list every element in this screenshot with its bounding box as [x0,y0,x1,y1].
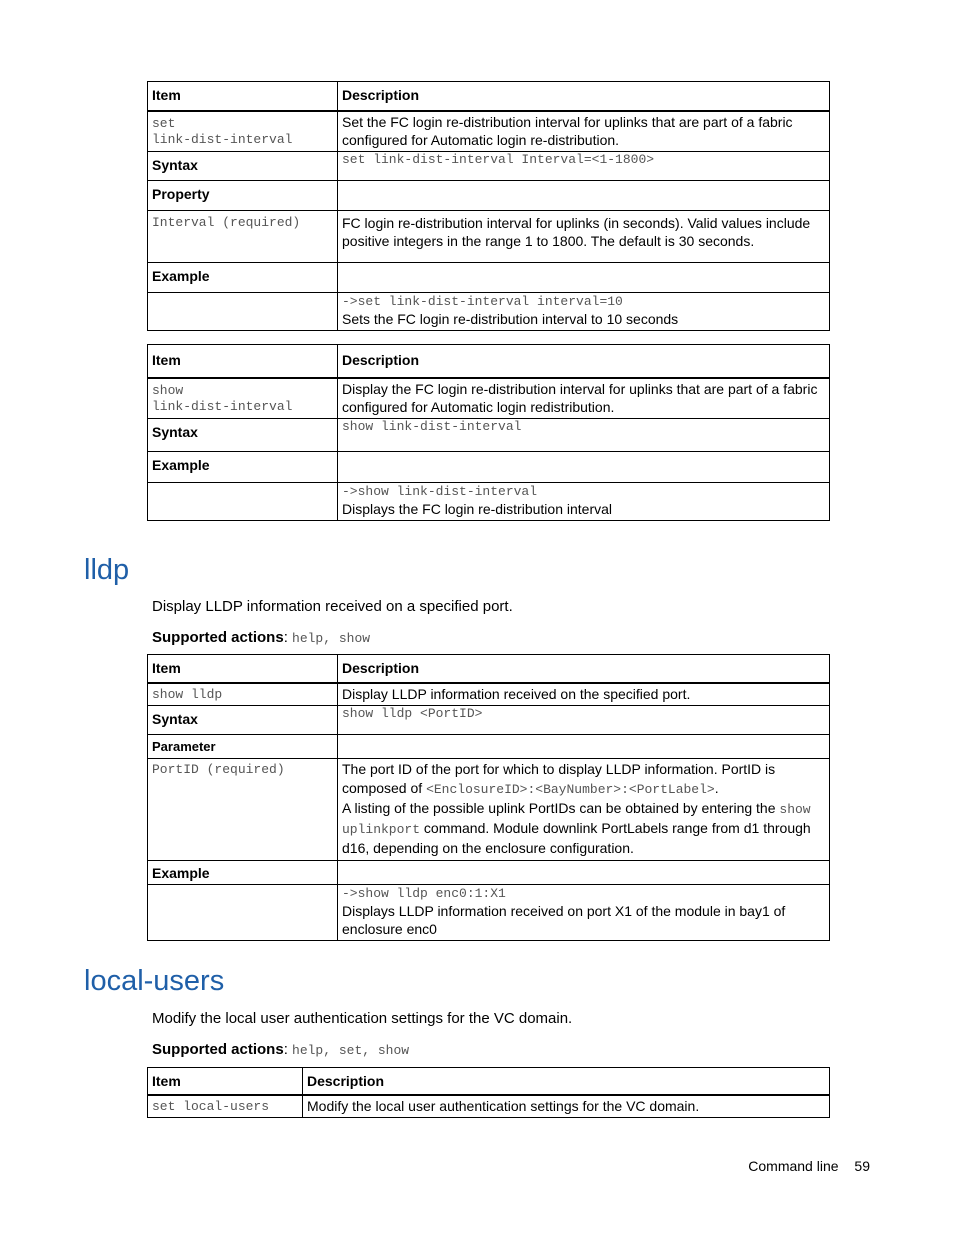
example-content [338,884,830,940]
column-header-item: Item [148,655,338,683]
footer-section-name: Command line [748,1158,839,1174]
table-row [148,292,830,330]
example-description: Displays the FC login re-distribution interval [342,501,612,517]
param-text-1: The port ID of the port for which to display LLDP information. PortID is composed of [342,760,776,796]
column-header-item: Item [148,82,338,111]
column-header-description: Description [338,655,830,683]
supported-actions-list: help, show [292,631,371,646]
table-header-row [148,82,830,111]
example-description: Sets the FC login re-distribution interval to 10 seconds [342,310,679,327]
table-row [148,884,830,940]
table-row [148,1095,830,1118]
parameter-label: Parameter [148,734,338,758]
table-row [148,705,830,734]
table-row [148,419,830,452]
empty-cell [148,884,338,940]
example-label: Example [148,860,338,884]
local-users-supported-actions [152,1040,409,1061]
footer-page-number: 59 [854,1158,870,1174]
table-row [148,180,830,210]
supported-actions-separator: : [283,1041,293,1058]
example-content [338,292,830,330]
syntax-label: Syntax [148,419,338,452]
syntax-value: set link-dist-interval Interval=<1-1800> [338,151,830,180]
lldp-description: Display LLDP information received on a specified port. [152,598,513,615]
parameter-description-line-2 [342,799,825,858]
property-label: Property [148,180,338,210]
command-name [148,378,338,419]
table-row [148,452,830,483]
supported-actions-separator: : [283,629,293,646]
command-description: Set the FC login re-distribution interval for uplinks that are part of a fabric configured for Automatic login re-distribution. [338,111,830,152]
property-description: FC login re-distribution interval for uplinks (in seconds). Valid values include positive integers in the range 1 to 1800. The default is 30 seconds. [338,210,830,262]
param-text-3: A listing of the possible uplink PortIDs can be obtained by entering the [342,799,780,816]
example-command: ->set link-dist-interval interval=10 [342,293,623,309]
supported-actions-list: help, set, show [292,1043,410,1058]
empty-cell [338,734,830,758]
example-command: ->show link-dist-interval [342,484,538,499]
page-footer [748,1158,870,1174]
command-description: Display the FC login re-distribution interval for uplinks that are part of a fabric configured for Automatic login redistribution. [338,378,830,419]
empty-cell [338,262,830,292]
column-header-description: Description [338,82,830,111]
example-command: ->show lldp enc0:1:X1 [342,885,506,901]
supported-actions-label: Supported actions [152,1041,284,1058]
parameter-name: PortID (required) [148,758,338,860]
param-text-2: . [714,779,719,796]
table-row [148,683,830,706]
empty-cell [148,292,338,330]
param-code-show-uplinkport: show uplinkport [342,801,811,837]
command-line-1: show [152,382,184,398]
supported-actions-label: Supported actions [152,629,284,646]
syntax-label: Syntax [148,705,338,734]
table-show-link-dist-interval [147,344,830,521]
table-lldp [147,654,830,941]
command-name [148,111,338,152]
table-row [148,151,830,180]
parameter-description [338,758,830,860]
empty-cell [148,483,338,521]
example-label: Example [148,452,338,483]
table-row [148,483,830,521]
command-description: Display LLDP information received on the specified port. [338,683,830,706]
syntax-label: Syntax [148,151,338,180]
table-row [148,210,830,262]
table-header-row [148,655,830,683]
command-name: show lldp [148,683,338,706]
param-code-portid-format: <EnclosureID>:<BayNumber>:<PortLabel> [426,781,715,797]
empty-cell [338,860,830,884]
table-header-row [148,345,830,378]
table-set-link-dist-interval [147,81,830,331]
empty-cell [338,180,830,210]
table-row [148,758,830,860]
table-row [148,111,830,152]
example-label: Example [148,262,338,292]
local-users-description: Modify the local user authentication settings for the VC domain. [152,1010,573,1027]
table-row [148,262,830,292]
table-row [148,860,830,884]
command-line-2: link-dist-interval [152,398,293,414]
parameter-description-line-1 [342,760,825,799]
section-heading-local-users: local-users [84,965,225,997]
table-header-row [148,1068,830,1095]
column-header-item: Item [148,345,338,378]
command-name: set local-users [148,1095,303,1118]
command-line-1: set [152,115,176,131]
command-description: Modify the local user authentication settings for the VC domain. [303,1095,830,1118]
column-header-description: Description [303,1068,830,1095]
command-line-2: link-dist-interval [152,131,293,147]
param-text-4: command. Module downlink PortLabels range from d1 through d16, depending on the enclosure configuration. [342,819,811,856]
table-local-users [147,1067,830,1118]
column-header-description: Description [338,345,830,378]
example-content [338,483,830,521]
syntax-value: show link-dist-interval [338,419,830,452]
table-row [148,378,830,419]
empty-cell [338,452,830,483]
section-heading-lldp: lldp [84,554,130,586]
column-header-item: Item [148,1068,303,1095]
syntax-value: show lldp <PortID> [338,705,830,734]
property-name: Interval (required) [148,210,338,262]
table-row [148,734,830,758]
example-description: Displays LLDP information received on port X1 of the module in bay1 of enclosure enc0 [342,902,786,937]
lldp-supported-actions [152,628,370,649]
